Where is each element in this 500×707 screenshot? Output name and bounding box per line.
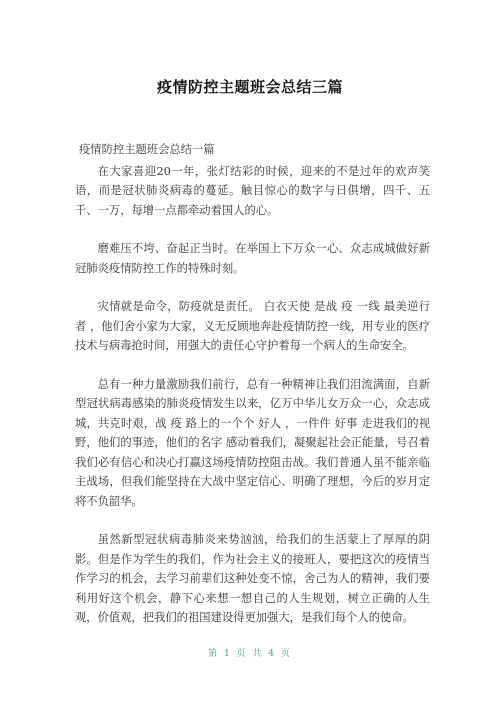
paragraph: 虽然新型冠状病毒肺炎来势汹汹，给我们的生活蒙上了厚厚的阴影。但是作为学生的我们，作为社会主义的接班人，要把这次的疫情当作学习的机会，去学习前辈们这种处变不惊，舍己为人的精神，我们要利用好这个机会，静下心来想一想自己的人生规划，树立正确的人生观，价值观，把我们的祖国建设得更加强大，是我们每个人的使命。 bbox=[75, 533, 430, 624]
document-title: 疫情防控主题班会总结三篇 bbox=[156, 78, 343, 96]
document-body bbox=[75, 140, 430, 647]
page-indicator: 第 1 页 共 4 页 bbox=[208, 649, 292, 659]
paragraph: 在大家喜迎20一年，张灯结彩的时候，迎来的不是过年的欢声笑语，而是冠状肺炎病毒的蔓延。触目惊心的数字与日俱增，四千、五千、一万，每增一点都牵动着国人的心。 bbox=[75, 164, 430, 217]
section-title: 疫情防控主题班会总结一篇 bbox=[79, 143, 215, 156]
paragraph: 总有一种力量激励我们前行，总有一种精神让我们泪流满面，自新型冠状病毒感染的肺炎疫情发生以来，亿万中华儿女万众一心，众志成城，共克时艰，战 疫 路上的一个个 好人 ，一件件 好事 走进我们的视野，他们的事迹，他们的名字 感动着我们，凝聚起社会正能量，号召着我们必有信心和决心打赢这场疫情防控阻击战。我们普通人虽不能亲临主战场，但我们能坚持在大战中坚定信心、明确了理想，今后的岁月定将不负韶华。 bbox=[75, 377, 430, 508]
paragraph: 灾情就是命令，防疫就是责任。 白衣天使 是战 疫 一线 最美逆行者 ，他们舍小家为大家，义无反顾地奔赴疫情防控一线，用专业的医疗技术与病毒抢时间，用强大的责任心守护着每一个病人的生命安全。 bbox=[75, 300, 430, 352]
paragraph: 磨难压不垮、奋起正当时。在举国上下万众一心、众志成城做好新冠肺炎疫情防控工作的特殊时刻。 bbox=[75, 242, 430, 275]
